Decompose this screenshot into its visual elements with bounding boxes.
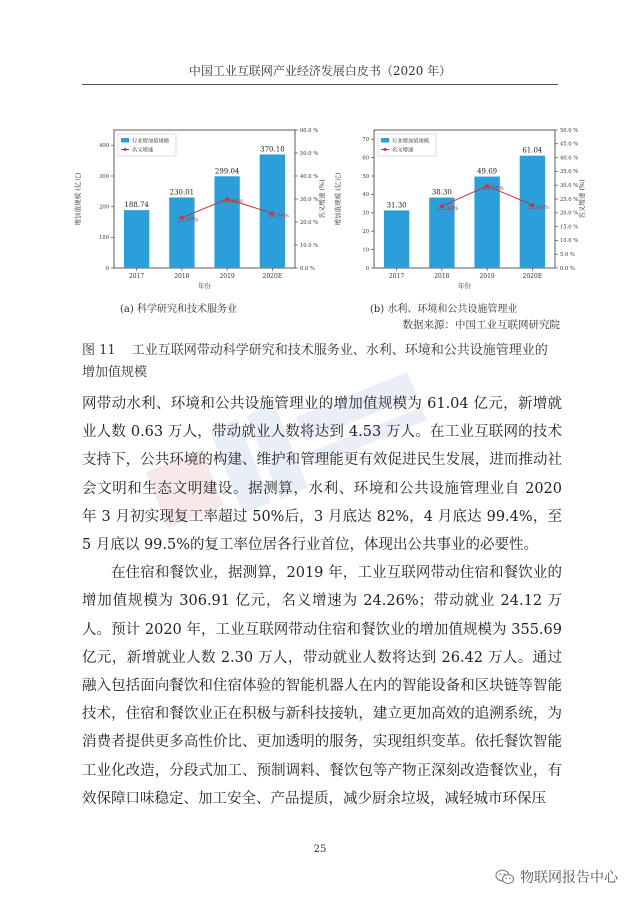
legend-bar-swatch: [381, 138, 389, 143]
growth-label: 29.73%: [482, 185, 504, 192]
y-axis-title: 增加值规模 (亿元): [334, 172, 342, 226]
paragraph: 在住宿和餐饮业，据测算，2019 年，工业互联网带动住宿和餐饮业的增加值规模为 306.91 亿元，名义增速为 24.26%；带动就业 24.12 万人。预计 2020 年，工业互联网带动住宿和餐饮业的增加值规模为 355.69 亿元，新增就业人数 2.30 万人，带动就业人数将达到 26.42 万人。通过融入包括面向餐饮和住宿体验的智能机器人在内的智能设备和区块链等智能技术，住宿和餐饮业正在积极与新科技接轨，建立更加高效的追溯系统，为消费者提供更多高性价比、更加透明的服务，实现组织变革。依托餐饮智能工业化改造，分段式加工、预制调料、餐饮包等产物正深刻改造餐饮业，有效保障口味稳定、加工安全、产品提质，减少厨余垃圾，减轻城市环保压: [82, 565, 562, 807]
y2-tick-label: 40.0 %: [300, 173, 319, 180]
bar: [169, 197, 194, 268]
x-tick-label: 2019: [219, 273, 235, 280]
legend-line-marker: [384, 148, 387, 151]
figure-number: 图 11: [82, 343, 116, 358]
y2-tick-label: 45.0 %: [560, 141, 579, 148]
bar-value-label: 370.18: [260, 145, 285, 154]
x-tick-label: 2020E: [522, 273, 543, 280]
y-tick-label: 30: [362, 210, 369, 217]
legend-line-label: 名义增速: [132, 147, 154, 154]
y2-axis-title: 名义增速 (%): [318, 179, 326, 219]
bar: [124, 210, 149, 268]
legend-bar-swatch: [121, 138, 129, 143]
wechat-icon: [495, 869, 515, 885]
y2-tick-label: 15.0 %: [560, 224, 579, 231]
legend-line-label: 名义增速: [392, 147, 414, 154]
y2-tick-label: 50.0 %: [560, 127, 579, 134]
y2-tick-label: 60.0 %: [300, 127, 319, 134]
y-tick-label: 300: [99, 173, 109, 180]
x-axis-title: 年份: [198, 282, 211, 290]
y-tick-label: 0: [365, 265, 369, 272]
y-axis-title: 增加值规模 (亿元): [74, 172, 82, 226]
y2-tick-label: 10.0 %: [560, 238, 579, 245]
y-tick-label: 40: [362, 192, 369, 199]
bar: [214, 176, 239, 268]
x-axis-title: 年份: [458, 282, 471, 290]
figure-title: 工业互联网带动科学研究和技术服务业、水利、环境和公共设施管理业的增加值规模: [82, 343, 548, 380]
growth-label: 22.84%: [527, 204, 549, 211]
paragraph: 网带动水利、环境和公共设施管理业的增加值规模为 61.04 亿元，新增就业人数 0.63 万人，带动就业人数将达到 4.53 万人。在工业互联网的技术支持下，公共环境的构建、维护和管理能更有效促进民生发展，进而推动社会文明和生态文明建设。据测算，水利、环境和公共设施管理业自 2020 年 3 月初实现复工率超过 50%后，3 月底达 82%，4 月底达 99.4%，至 5 月底以 99.5%的复工率位居各行业首位，体现出公共事业的必要性。: [82, 396, 562, 554]
x-tick-label: 2018: [434, 273, 450, 280]
y-tick-label: 10: [362, 247, 369, 254]
y-tick-label: 60: [362, 155, 369, 162]
legend-bar-label: 行业增加值规模: [392, 138, 430, 145]
chart-caption-a: (a) 科学研究和技术服务业: [120, 304, 237, 315]
y-tick-label: 70: [362, 137, 369, 143]
y2-tick-label: 20.0 %: [560, 210, 579, 217]
page-number: 25: [313, 844, 327, 855]
chart-science-research: [62, 120, 332, 300]
y2-tick-label: 50.0 %: [300, 150, 319, 157]
y-tick-label: 0: [105, 265, 109, 272]
bar-value-label: 188.74: [124, 201, 149, 210]
bar-value-label: 61.04: [522, 146, 543, 155]
legend-line-marker: [124, 148, 127, 151]
bar: [260, 154, 285, 268]
header-divider: [82, 84, 558, 85]
account-badge[interactable]: [495, 867, 618, 887]
bar: [520, 156, 545, 268]
x-tick-label: 2020E: [262, 273, 283, 280]
x-tick-label: 2018: [174, 273, 190, 280]
y-tick-label: 50: [362, 173, 369, 180]
y2-tick-label: 25.0 %: [560, 196, 579, 203]
bar-value-label: 230.01: [169, 188, 195, 197]
y2-tick-label: 0.0 %: [560, 265, 575, 272]
y2-tick-label: 35.0 %: [560, 169, 579, 176]
page-header: 中国工业互联网产业经济发展白皮书（2020 年）: [188, 64, 452, 78]
y-tick-label: 200: [99, 204, 109, 211]
y-tick-label: 100: [99, 235, 109, 242]
chart-caption-b: (b) 水利、环境和公共设施管理业: [370, 304, 518, 315]
y2-tick-label: 10.0 %: [300, 242, 319, 249]
growth-label: 22.38%: [437, 206, 459, 213]
bar-value-label: 31.30: [386, 201, 407, 210]
chart-water-environment: [322, 120, 592, 300]
x-tick-label: 2019: [479, 273, 495, 280]
x-tick-label: 2017: [388, 273, 405, 280]
bar-value-label: 299.04: [214, 167, 240, 176]
y2-tick-label: 30.0 %: [300, 196, 319, 203]
y-tick-label: 400: [99, 143, 109, 150]
growth-label: 23.79%: [267, 213, 289, 220]
y2-axis-title: 名义增速 (%): [578, 179, 586, 219]
y2-tick-label: 20.0 %: [300, 219, 319, 226]
account-name: 物联网报告中心: [520, 870, 618, 886]
y2-tick-label: 40.0 %: [560, 155, 579, 162]
body-text: [82, 390, 562, 813]
x-tick-label: 2017: [128, 273, 145, 280]
growth-label: 30.01%: [222, 198, 244, 205]
y2-tick-label: 0.0 %: [300, 265, 315, 272]
growth-label: 21.87%: [177, 217, 199, 224]
data-source: 数据来源：中国工业互联网研究院: [402, 319, 560, 331]
bar-value-label: 49.69: [477, 167, 498, 176]
y2-tick-label: 5.0 %: [560, 252, 575, 258]
legend-bar-label: 行业增加值规模: [132, 138, 170, 145]
bar: [384, 210, 409, 268]
y2-tick-label: 30.0 %: [560, 183, 579, 189]
bar-value-label: 38.30: [431, 188, 452, 197]
y-tick-label: 20: [362, 229, 369, 235]
figure-caption: [82, 340, 560, 384]
